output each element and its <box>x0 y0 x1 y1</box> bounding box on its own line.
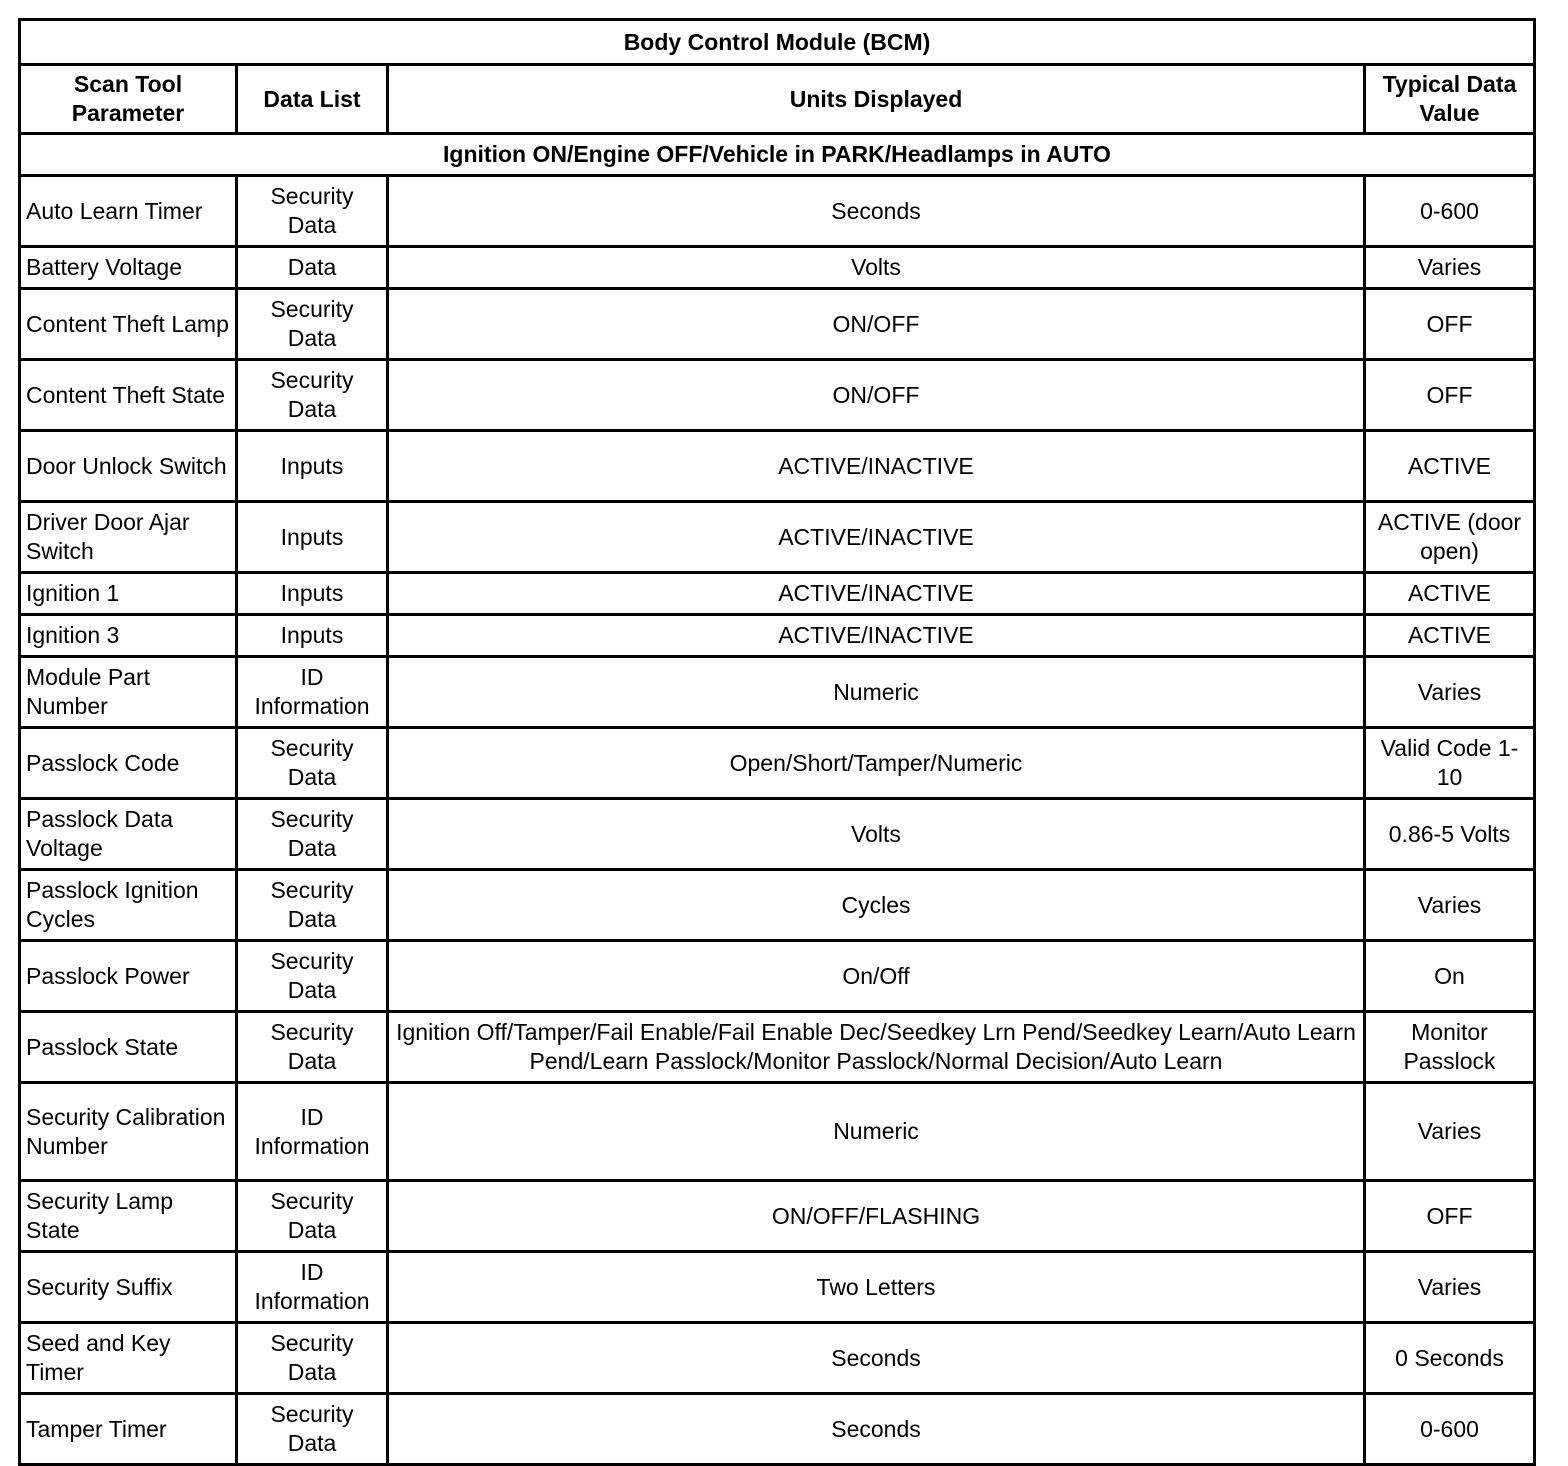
data-list-cell: Inputs <box>237 573 388 615</box>
param-cell: Auto Learn Timer <box>20 176 237 247</box>
units-cell: ON/OFF <box>388 360 1365 431</box>
table-row <box>20 360 1535 431</box>
param-cell: Passlock Data Voltage <box>20 799 237 870</box>
table-row <box>20 431 1535 502</box>
typical-value-cell: Monitor Passlock <box>1365 1012 1535 1083</box>
typical-value-cell: OFF <box>1365 360 1535 431</box>
units-cell: Seconds <box>388 176 1365 247</box>
table-row <box>20 1181 1535 1252</box>
param-cell: Ignition 3 <box>20 615 237 657</box>
typical-value-cell: ACTIVE (door open) <box>1365 502 1535 573</box>
table-row <box>20 870 1535 941</box>
units-cell: ACTIVE/INACTIVE <box>388 431 1365 502</box>
data-list-cell: Security Data <box>237 870 388 941</box>
table-row <box>20 941 1535 1012</box>
data-list-cell: Security Data <box>237 1181 388 1252</box>
data-list-cell: ID Information <box>237 657 388 728</box>
units-cell: ON/OFF/FLASHING <box>388 1181 1365 1252</box>
typical-value-cell: ACTIVE <box>1365 431 1535 502</box>
typical-value-cell: Valid Code 1-10 <box>1365 728 1535 799</box>
data-list-cell: Security Data <box>237 360 388 431</box>
data-list-cell: Security Data <box>237 941 388 1012</box>
table-row <box>20 728 1535 799</box>
table-title-row <box>20 20 1535 65</box>
param-cell: Ignition 1 <box>20 573 237 615</box>
units-cell: ACTIVE/INACTIVE <box>388 502 1365 573</box>
table-row <box>20 1012 1535 1083</box>
units-cell: Ignition Off/Tamper/Fail Enable/Fail Enable Dec/Seedkey Lrn Pend/Seedkey Learn/Auto Learn Pend/Learn Passlock/Monitor Passlock/Normal Decision/Auto Learn <box>388 1012 1365 1083</box>
data-list-cell: ID Information <box>237 1252 388 1323</box>
table-row <box>20 502 1535 573</box>
table-row <box>20 247 1535 289</box>
param-cell: Content Theft Lamp <box>20 289 237 360</box>
table-row <box>20 1323 1535 1394</box>
table-row <box>20 176 1535 247</box>
header-scan-tool-parameter: Scan Tool Parameter <box>20 65 237 134</box>
units-cell: Seconds <box>388 1394 1365 1465</box>
table-row <box>20 799 1535 870</box>
table-row <box>20 289 1535 360</box>
typical-value-cell: 0-600 <box>1365 176 1535 247</box>
typical-value-cell: Varies <box>1365 1252 1535 1323</box>
header-data-list: Data List <box>237 65 388 134</box>
units-cell: Volts <box>388 247 1365 289</box>
data-list-cell: Security Data <box>237 1394 388 1465</box>
test-condition: Ignition ON/Engine OFF/Vehicle in PARK/Headlamps in AUTO <box>20 134 1535 176</box>
typical-value-cell: Varies <box>1365 870 1535 941</box>
typical-value-cell: Varies <box>1365 247 1535 289</box>
units-cell: On/Off <box>388 941 1365 1012</box>
typical-value-cell: 0 Seconds <box>1365 1323 1535 1394</box>
data-list-cell: Security Data <box>237 176 388 247</box>
units-cell: Numeric <box>388 1083 1365 1181</box>
param-cell: Door Unlock Switch <box>20 431 237 502</box>
bcm-data-table <box>18 18 1536 1466</box>
header-units-displayed: Units Displayed <box>388 65 1365 134</box>
data-list-cell: Security Data <box>237 799 388 870</box>
param-cell: Security Calibration Number <box>20 1083 237 1181</box>
data-list-cell: Security Data <box>237 1012 388 1083</box>
param-cell: Passlock State <box>20 1012 237 1083</box>
param-cell: Passlock Ignition Cycles <box>20 870 237 941</box>
typical-value-cell: ACTIVE <box>1365 573 1535 615</box>
table-title: Body Control Module (BCM) <box>20 20 1535 65</box>
data-list-cell: Inputs <box>237 502 388 573</box>
data-list-cell: ID Information <box>237 1083 388 1181</box>
units-cell: Two Letters <box>388 1252 1365 1323</box>
typical-value-cell: 0.86-5 Volts <box>1365 799 1535 870</box>
param-cell: Seed and Key Timer <box>20 1323 237 1394</box>
units-cell: Cycles <box>388 870 1365 941</box>
typical-value-cell: 0-600 <box>1365 1394 1535 1465</box>
typical-value-cell: Varies <box>1365 657 1535 728</box>
header-typical-data-value: Typical Data Value <box>1365 65 1535 134</box>
units-cell: Volts <box>388 799 1365 870</box>
data-list-cell: Inputs <box>237 431 388 502</box>
param-cell: Driver Door Ajar Switch <box>20 502 237 573</box>
table-row <box>20 615 1535 657</box>
typical-value-cell: OFF <box>1365 1181 1535 1252</box>
units-cell: Numeric <box>388 657 1365 728</box>
units-cell: ACTIVE/INACTIVE <box>388 573 1365 615</box>
units-cell: Open/Short/Tamper/Numeric <box>388 728 1365 799</box>
param-cell: Module Part Number <box>20 657 237 728</box>
param-cell: Security Lamp State <box>20 1181 237 1252</box>
param-cell: Security Suffix <box>20 1252 237 1323</box>
table-row <box>20 1083 1535 1181</box>
param-cell: Content Theft State <box>20 360 237 431</box>
typical-value-cell: On <box>1365 941 1535 1012</box>
table-row <box>20 1394 1535 1465</box>
table-row <box>20 573 1535 615</box>
data-list-cell: Security Data <box>237 728 388 799</box>
param-cell: Tamper Timer <box>20 1394 237 1465</box>
data-list-cell: Security Data <box>237 1323 388 1394</box>
data-list-cell: Inputs <box>237 615 388 657</box>
table-row <box>20 657 1535 728</box>
param-cell: Battery Voltage <box>20 247 237 289</box>
typical-value-cell: ACTIVE <box>1365 615 1535 657</box>
param-cell: Passlock Power <box>20 941 237 1012</box>
units-cell: ON/OFF <box>388 289 1365 360</box>
units-cell: ACTIVE/INACTIVE <box>388 615 1365 657</box>
typical-value-cell: OFF <box>1365 289 1535 360</box>
table-row <box>20 1252 1535 1323</box>
typical-value-cell: Varies <box>1365 1083 1535 1181</box>
data-list-cell: Security Data <box>237 289 388 360</box>
table-header-row <box>20 65 1535 134</box>
data-list-cell: Data <box>237 247 388 289</box>
condition-row <box>20 134 1535 176</box>
param-cell: Passlock Code <box>20 728 237 799</box>
units-cell: Seconds <box>388 1323 1365 1394</box>
